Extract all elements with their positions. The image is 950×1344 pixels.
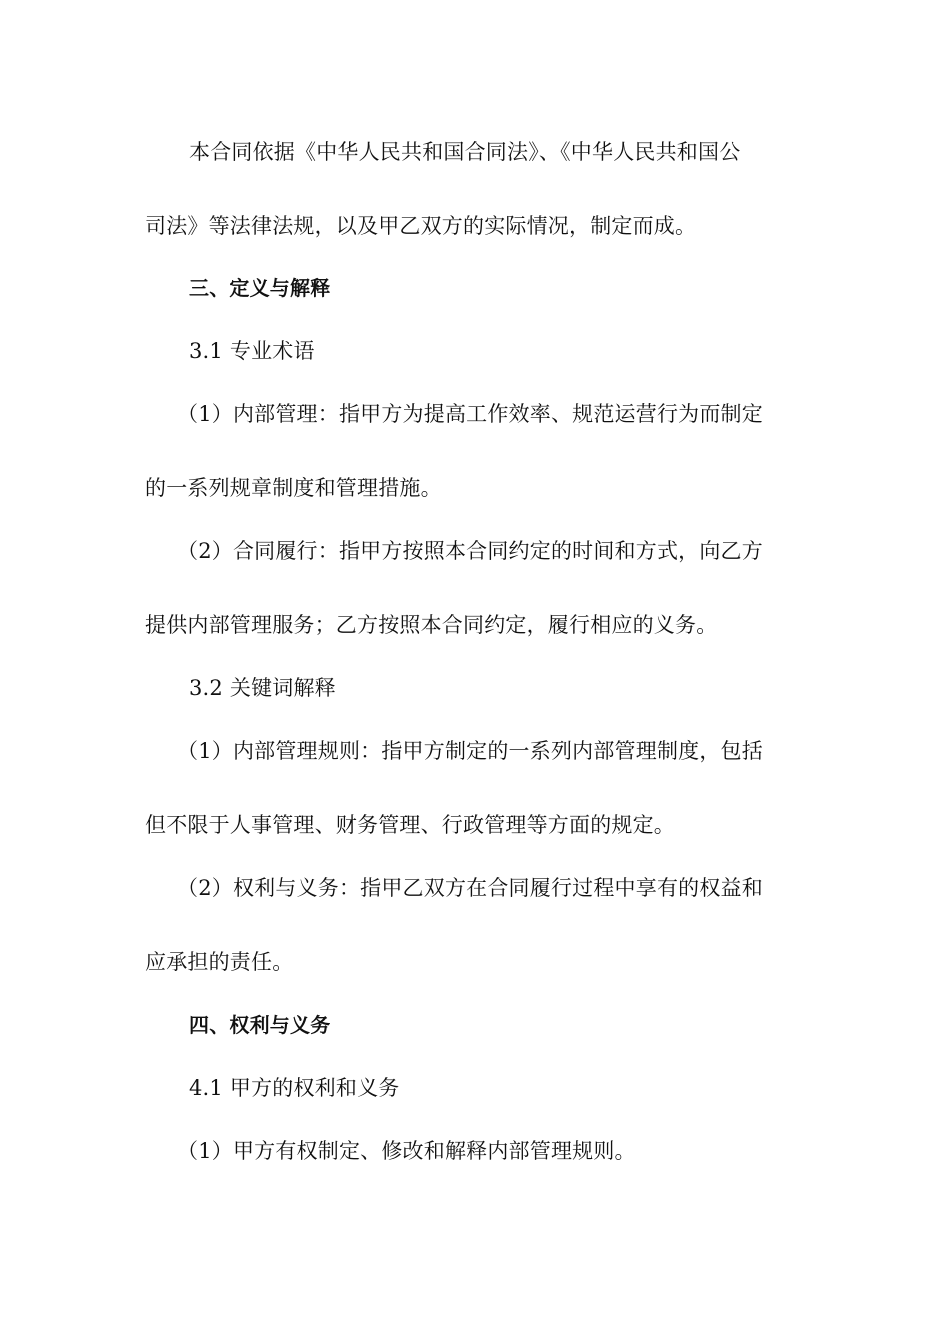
subsection-3-1-title: 3.1 专业术语 xyxy=(189,339,315,363)
subsection-4-1-title: 4.1 甲方的权利和义务 xyxy=(189,1076,400,1100)
party-a-right-1: （1）甲方有权制定、修改和解释内部管理规则。 xyxy=(177,1139,636,1163)
paragraph-legal-basis-line-2: 司法》等法律法规，以及甲乙双方的实际情况，制定而成。 xyxy=(145,214,697,238)
definition-rights-obligations-line-1: （2）权利与义务：指甲乙双方在合同履行过程中享有的权益和 xyxy=(177,876,763,900)
definition-management-rules-line-1: （1）内部管理规则：指甲方制定的一系列内部管理制度，包括 xyxy=(177,739,763,763)
definition-internal-management-line-1: （1）内部管理：指甲方为提高工作效率、规范运营行为而制定 xyxy=(177,402,763,426)
section-heading-definitions: 三、定义与解释 xyxy=(189,276,331,300)
definition-management-rules-line-2: 但不限于人事管理、财务管理、行政管理等方面的规定。 xyxy=(145,813,675,837)
subsection-3-2-title: 3.2 关键词解释 xyxy=(189,676,336,700)
definition-rights-obligations-line-2: 应承担的责任。 xyxy=(145,950,294,974)
definition-contract-performance-line-1: （2）合同履行：指甲方按照本合同约定的时间和方式，向乙方 xyxy=(177,539,763,563)
paragraph-legal-basis-line-1: 本合同依据《中华人民共和国合同法》、《中华人民共和国公 xyxy=(189,140,741,164)
definition-contract-performance-line-2: 提供内部管理服务；乙方按照本合同约定，履行相应的义务。 xyxy=(145,613,718,637)
definition-internal-management-line-2: 的一系列规章制度和管理措施。 xyxy=(145,476,442,500)
section-heading-rights-obligations: 四、权利与义务 xyxy=(189,1013,331,1037)
